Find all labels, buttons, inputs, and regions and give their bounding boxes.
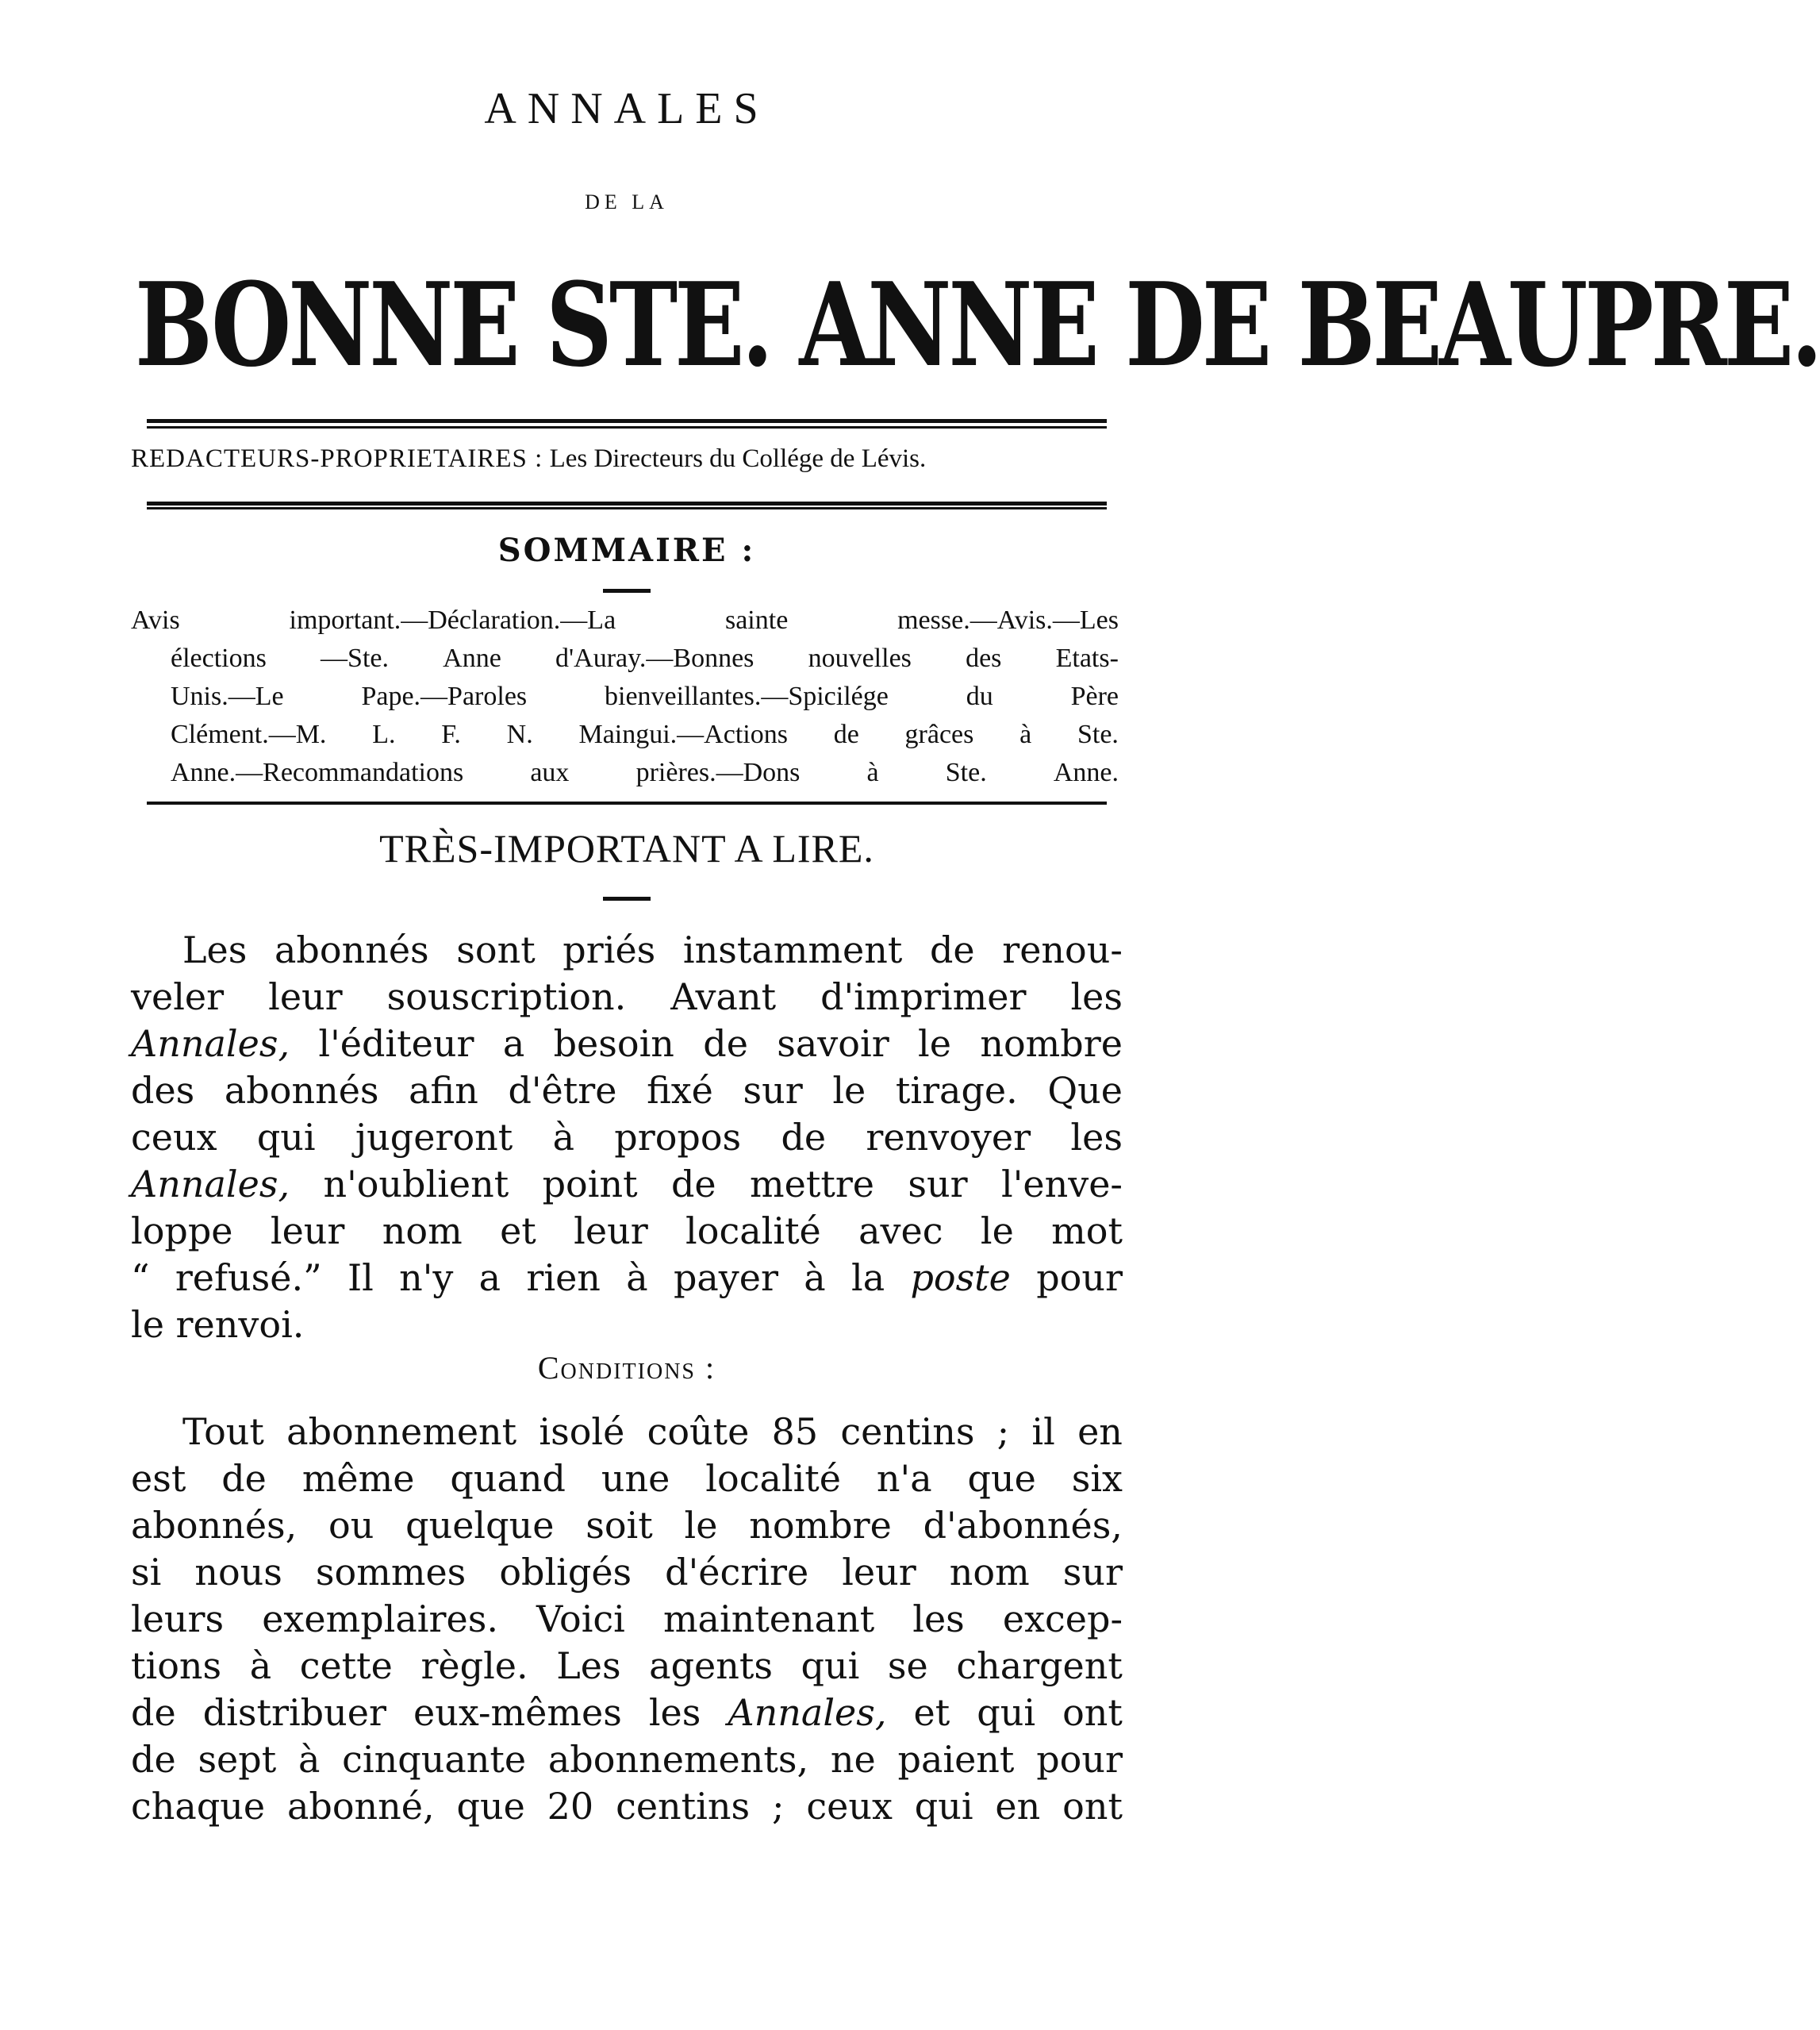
conditions-paragraph	[131, 1409, 1123, 1830]
paragraph-line: Les abonnés sont priés instamment de renou-	[182, 928, 1123, 971]
paragraph-line: chaque abonné, que 20 centins ; ceux qui en ont	[131, 1785, 1123, 1828]
important-title: TRÈS-IMPORTANT A LIRE.	[379, 826, 874, 871]
masthead-annales: ANNALES	[484, 84, 770, 133]
important-paragraph	[131, 927, 1123, 1348]
paragraph-line: Annales, l'éditeur a besoin de savoir le nombre	[131, 1022, 1123, 1065]
short-rule-important	[603, 897, 651, 901]
paragraph-line: Annales, n'oublient point de mettre sur l'enve-	[131, 1163, 1123, 1205]
redacteurs-line	[131, 444, 1123, 474]
paragraph-line: le renvoi.	[131, 1303, 305, 1346]
double-rule-middle	[147, 502, 1107, 509]
sommaire-line: élections —Ste. Anne d'Auray.—Bonnes nouvelles des Etats-	[171, 644, 1119, 673]
paragraph-line: est de même quand une localité n'a que six	[131, 1457, 1123, 1500]
sommaire-line: Avis important.—Déclaration.—La sainte messe.—Avis.—Les	[131, 606, 1119, 635]
paragraph-line: loppe leur nom et leur localité avec le mot	[131, 1209, 1123, 1252]
masthead-de-la: DE LA	[585, 190, 669, 213]
masthead-title: BONNE STE. ANNE DE BEAUPRE.	[135, 258, 1820, 393]
paragraph-line: des abonnés afin d'être fixé sur le tirage. Que	[131, 1069, 1123, 1112]
short-rule-sommaire	[603, 589, 651, 593]
sommaire-line: Clément.—M. L. F. N. Maingui.—Actions de grâces à Ste.	[171, 720, 1119, 749]
redacteurs-label: REDACTEURS-PROPRIETAIRES :	[131, 444, 543, 473]
sommaire-line: Anne.—Recommandations aux prières.—Dons à Ste. Anne.	[171, 758, 1119, 787]
paragraph-line: “ refusé.” Il n'y a rien à payer à la poste pour	[131, 1256, 1123, 1299]
paragraph-line: tions à cette règle. Les agents qui se chargent	[131, 1644, 1123, 1687]
paragraph-line: de distribuer eux-mêmes les Annales, et qui ont	[131, 1691, 1123, 1734]
sommaire-title: SOMMAIRE :	[497, 532, 756, 569]
rule-after-sommaire	[147, 802, 1107, 805]
paragraph-line: de sept à cinquante abonnements, ne paient pour	[131, 1738, 1123, 1781]
conditions-title: Conditions :	[537, 1350, 716, 1386]
paragraph-line: si nous sommes obligés d'écrire leur nom sur	[131, 1551, 1123, 1594]
paragraph-line: abonnés, ou quelque soit le nombre d'abonnés,	[131, 1504, 1123, 1547]
paragraph-line: ceux qui jugeront à propos de renvoyer les	[131, 1116, 1123, 1159]
paragraph-line: veler leur souscription. Avant d'imprimer les	[131, 975, 1123, 1018]
sommaire-list	[131, 602, 1119, 792]
redacteurs-value: Les Directeurs du Collége de Lévis.	[549, 444, 927, 473]
double-rule-top	[147, 419, 1107, 429]
paragraph-line: leurs exemplaires. Voici maintenant les excep-	[131, 1597, 1123, 1640]
sommaire-line: Unis.—Le Pape.—Paroles bienveillantes.—Spicilége du Père	[171, 682, 1119, 711]
paragraph-line: Tout abonnement isolé coûte 85 centins ; il en	[182, 1410, 1123, 1453]
